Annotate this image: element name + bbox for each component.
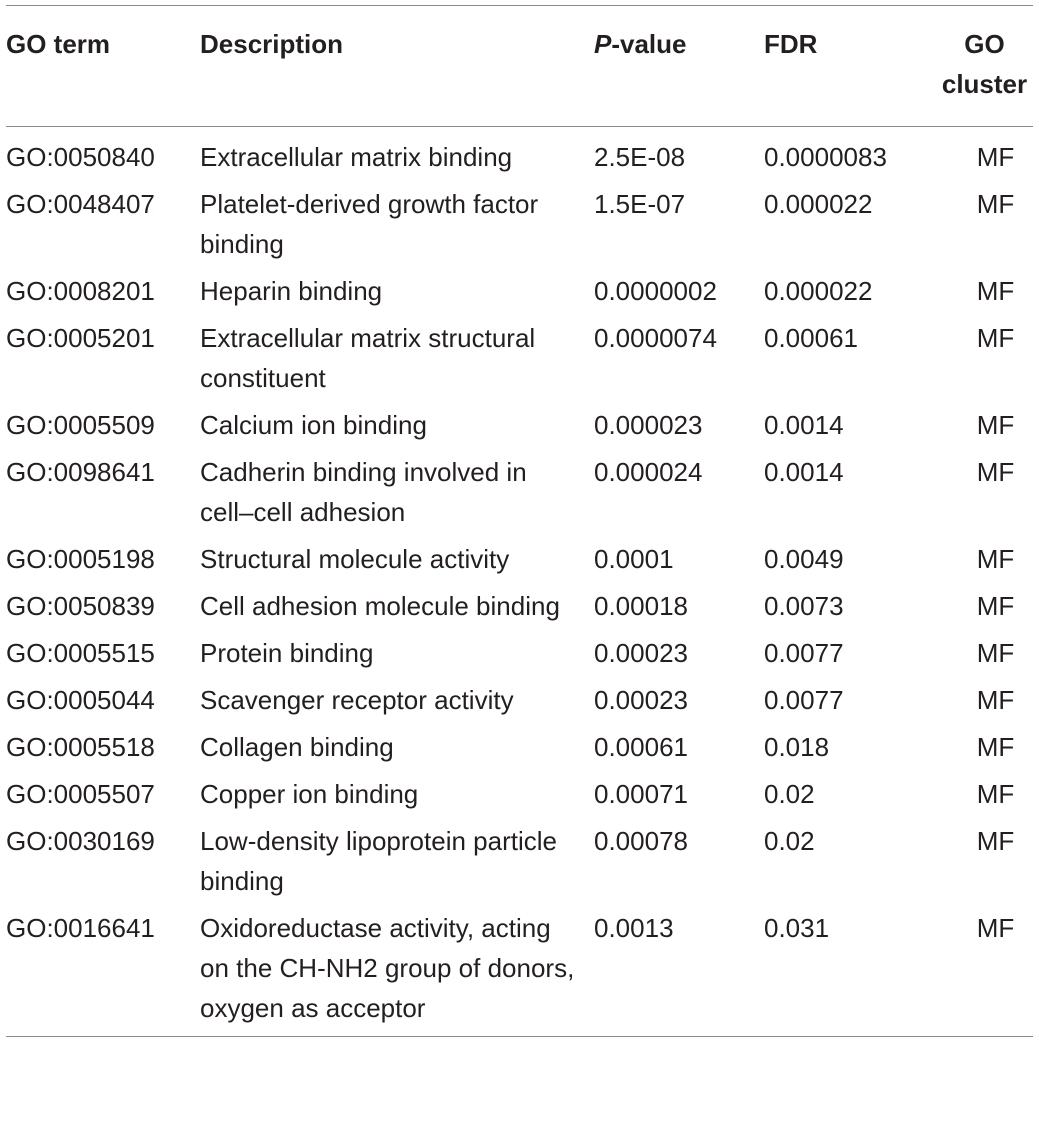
go-enrichment-table-container	[6, 5, 1033, 1037]
table-header	[6, 6, 1033, 127]
cluster-cell: MF	[976, 591, 1015, 621]
fdr-cell: 0.0014	[764, 410, 844, 440]
p-value-cell: 0.000023	[594, 410, 703, 440]
table-row	[6, 400, 1033, 447]
cluster-cell: MF	[976, 544, 1015, 574]
cluster-cell: MF	[976, 779, 1015, 809]
p-value-cell: 0.00023	[594, 638, 688, 668]
cluster-cell: MF	[976, 323, 1015, 353]
fdr-cell: 0.0000083	[764, 142, 887, 172]
table-row	[6, 313, 1033, 400]
cluster-cell: MF	[976, 913, 1015, 943]
fdr-cell: 0.02	[764, 779, 815, 809]
cluster-cell: MF	[976, 685, 1015, 715]
go-term-cell: GO:0098641	[6, 457, 155, 487]
description-cell: Calcium ion binding	[200, 410, 427, 440]
go-term-cell: GO:0005044	[6, 685, 155, 715]
go-enrichment-table	[6, 5, 1033, 1037]
p-value-cell: 0.0000002	[594, 276, 717, 306]
table-row	[6, 769, 1033, 816]
header-fdr: FDR	[764, 29, 818, 59]
p-value-cell: 0.0001	[594, 544, 674, 574]
fdr-cell: 0.0073	[764, 591, 844, 621]
go-term-cell: GO:0030169	[6, 826, 155, 856]
header-row	[6, 6, 1033, 127]
header-p-value-suffix: -value	[611, 29, 687, 59]
table-row	[6, 628, 1033, 675]
description-cell: Copper ion binding	[200, 779, 419, 809]
fdr-cell: 0.031	[764, 913, 830, 943]
header-go-cluster-line2: cluster	[941, 69, 1028, 99]
description-cell: Heparin binding	[200, 276, 383, 306]
cluster-cell: MF	[976, 189, 1015, 219]
description-cell: Cadherin binding involved in cell–cell adhesion	[200, 457, 527, 527]
p-value-cell: 0.0000074	[594, 323, 717, 353]
cluster-cell: MF	[976, 826, 1015, 856]
go-term-cell: GO:0048407	[6, 189, 155, 219]
fdr-cell: 0.0014	[764, 457, 844, 487]
header-go-cluster	[936, 6, 1033, 127]
go-term-cell: GO:0005201	[6, 323, 155, 353]
fdr-cell: 0.0049	[764, 544, 844, 574]
cluster-cell: MF	[976, 638, 1015, 668]
header-p-value-italic: P	[594, 29, 612, 59]
cluster-cell: MF	[976, 276, 1015, 306]
table-row	[6, 127, 1033, 180]
fdr-cell: 0.0077	[764, 638, 844, 668]
fdr-cell: 0.018	[764, 732, 830, 762]
description-cell: Cell adhesion molecule binding	[200, 591, 560, 621]
description-cell: Structural molecule activity	[200, 544, 510, 574]
go-term-cell: GO:0016641	[6, 913, 155, 943]
description-cell: Platelet-derived growth factor binding	[200, 189, 539, 259]
p-value-cell: 1.5E-07	[594, 189, 686, 219]
go-term-cell: GO:0005198	[6, 544, 155, 574]
go-term-cell: GO:0005509	[6, 410, 155, 440]
description-cell: Protein binding	[200, 638, 374, 668]
go-term-cell: GO:0050840	[6, 142, 155, 172]
table-row	[6, 447, 1033, 534]
table-row	[6, 816, 1033, 903]
cluster-cell: MF	[976, 410, 1015, 440]
p-value-cell: 0.000024	[594, 457, 703, 487]
description-cell: Scavenger receptor activity	[200, 685, 514, 715]
cluster-cell: MF	[976, 457, 1015, 487]
cluster-cell: MF	[976, 732, 1015, 762]
fdr-cell: 0.00061	[764, 323, 858, 353]
table-row	[6, 581, 1033, 628]
table-row	[6, 675, 1033, 722]
fdr-cell: 0.02	[764, 826, 815, 856]
go-term-cell: GO:0005515	[6, 638, 155, 668]
go-term-cell: GO:0008201	[6, 276, 155, 306]
table-row	[6, 903, 1033, 1037]
header-go-term: GO term	[6, 29, 111, 59]
header-description: Description	[200, 29, 344, 59]
go-term-cell: GO:0005507	[6, 779, 155, 809]
go-term-cell: GO:0005518	[6, 732, 155, 762]
cluster-cell: MF	[976, 142, 1015, 172]
table-row	[6, 179, 1033, 266]
fdr-cell: 0.0077	[764, 685, 844, 715]
table-row	[6, 534, 1033, 581]
p-value-cell: 0.00078	[594, 826, 688, 856]
fdr-cell: 0.000022	[764, 276, 873, 306]
p-value-cell: 0.0013	[594, 913, 674, 943]
fdr-cell: 0.000022	[764, 189, 873, 219]
table-row	[6, 722, 1033, 769]
header-p-value	[594, 6, 764, 127]
p-value-cell: 0.00018	[594, 591, 688, 621]
table-row	[6, 266, 1033, 313]
description-cell: Extracellular matrix binding	[200, 142, 513, 172]
description-cell: Collagen binding	[200, 732, 394, 762]
p-value-cell: 0.00071	[594, 779, 688, 809]
p-value-cell: 2.5E-08	[594, 142, 686, 172]
go-term-cell: GO:0050839	[6, 591, 155, 621]
description-cell: Oxidoreductase activity, acting on the CH-NH2 group of donors, oxygen as acceptor	[200, 913, 575, 1023]
description-cell: Extracellular matrix structural constituent	[200, 323, 536, 393]
p-value-cell: 0.00023	[594, 685, 688, 715]
p-value-cell: 0.00061	[594, 732, 688, 762]
table-body	[6, 127, 1033, 1037]
header-go-cluster-line1: GO	[964, 29, 1005, 59]
description-cell: Low-density lipoprotein particle binding	[200, 826, 557, 896]
